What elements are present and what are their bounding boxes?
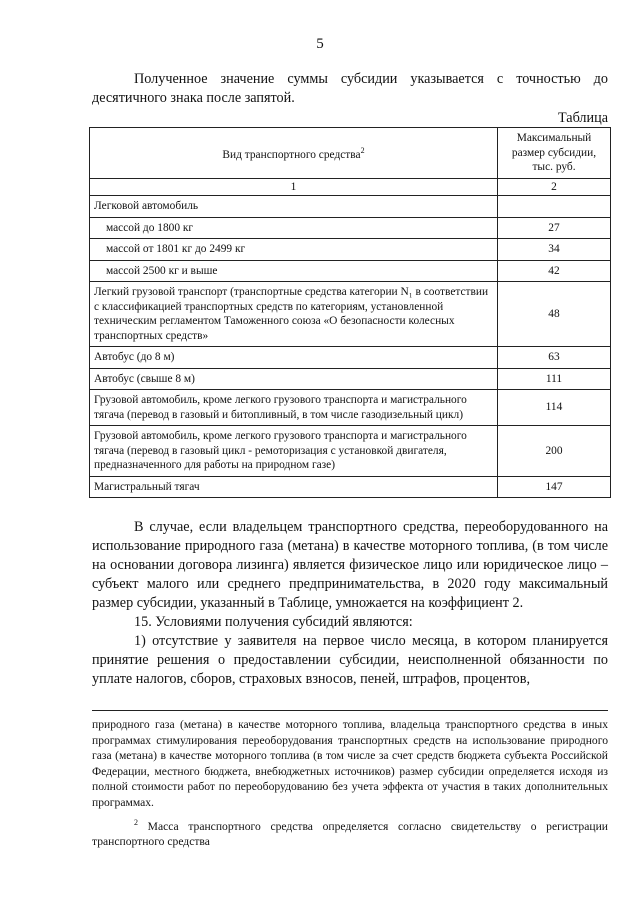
max-subsidy-cell: 114 (498, 390, 611, 426)
footnote-2-mark: 2 (134, 818, 138, 827)
table-row (90, 426, 611, 477)
max-subsidy-cell: 34 (498, 239, 611, 261)
table-row (90, 368, 611, 390)
max-subsidy-cell: 48 (498, 282, 611, 347)
table-body (90, 196, 611, 498)
subsidy-table (89, 127, 611, 498)
intro-paragraph (92, 70, 608, 108)
paragraph-case: В случае, если владельцем транспортного средства, переоборудованного на использование природного газа (метана) в качестве моторного топлива, (в том числе на основании договора лизинга) является физическое лицо или юридическое лицо – субъект малого или среднего предпринимательства, в 2020 году максимальный размер субсидии, указанный в Таблице, умножается на коэффициент 2. (92, 519, 608, 611)
vehicle-type-cell: Магистральный тягач (90, 476, 498, 498)
table-row (90, 196, 611, 218)
footnote-2 (92, 815, 608, 850)
table-index-row (90, 178, 611, 196)
table-caption: Таблица (557, 110, 608, 126)
vehicle-type-cell: Легковой автомобиль (90, 196, 498, 218)
vehicle-type-cell: Легкий грузовой транспорт (транспортные средства категории N₁ в соответствии с классификацией транспортных средств по категориям, установленной техническим регламентом Таможенного союза «О безопасности колесных транспортных средств» (90, 282, 498, 347)
max-subsidy-cell: 42 (498, 260, 611, 282)
table-row (90, 260, 611, 282)
index-col-2: 2 (498, 178, 611, 196)
vehicle-type-cell: массой от 1801 кг до 2499 кг (90, 239, 498, 261)
table-row (90, 390, 611, 426)
intro-text: Полученное значение суммы субсидии указывается с точностью до десятичного знака после запятой. (92, 71, 608, 106)
header-vehicle-type-label: Вид транспортного средства (222, 148, 361, 161)
vehicle-type-cell: Автобус (до 8 м) (90, 347, 498, 369)
max-subsidy-cell: 27 (498, 217, 611, 239)
vehicle-type-cell: Грузовой автомобиль, кроме легкого грузового транспорта и магистрального тягача (перевод в газовый цикл - ремоторизация с установкой двигателя, предназначенного для работы на природном газе) (90, 426, 498, 477)
footnote-continuation: природного газа (метана) в качестве моторного топлива, владельца транспортного средства в иных программах стимулирования переоборудования транспортных средств на использование природного газа (метана) в качестве моторного топлива (в том числе за счет средств бюджета субъекта Российской Федерации, местного бюджета, внебюджетных источников) размер субсидии определяется исходя из полной стоимости работ по переоборудованию без учета эффекта от участия в таких дополнительных программах. (92, 718, 608, 809)
table-row (90, 282, 611, 347)
table-header-row (90, 128, 611, 179)
max-subsidy-cell: 200 (498, 426, 611, 477)
header-vehicle-type (90, 128, 498, 179)
table-row (90, 239, 611, 261)
vehicle-type-cell: Автобус (свыше 8 м) (90, 368, 498, 390)
table-row (90, 217, 611, 239)
body-text (92, 518, 608, 689)
paragraph-15-1: 1) отсутствие у заявителя на первое число месяца, в котором планируется принятие решения о предоставлении субсидии, неисполненной обязанности по уплате налогов, сборов, страховых взносов, пеней, штрафов, процентов, (92, 633, 608, 687)
max-subsidy-cell: 111 (498, 368, 611, 390)
index-col-1: 1 (90, 178, 498, 196)
max-subsidy-cell: 147 (498, 476, 611, 498)
footnote-ref-2: 2 (360, 145, 365, 155)
max-subsidy-cell (498, 196, 611, 218)
page-number: 5 (316, 36, 324, 52)
table-row (90, 476, 611, 498)
vehicle-type-cell: массой 2500 кг и выше (90, 260, 498, 282)
table-row (90, 347, 611, 369)
footnote-separator (92, 710, 608, 711)
max-subsidy-cell: 63 (498, 347, 611, 369)
vehicle-type-cell: массой до 1800 кг (90, 217, 498, 239)
footnote-2-text: Масса транспортного средства определяется согласно свидетельству о регистрации транспортного средства (92, 819, 608, 849)
paragraph-15: 15. Условиями получения субсидий являются: (134, 614, 413, 630)
header-max-subsidy: Максимальный размер субсидии, тыс. руб. (498, 128, 611, 179)
vehicle-type-cell: Грузовой автомобиль, кроме легкого грузового транспорта и магистрального тягача (перевод в газовый и битопливный, в том числе газодизельный цикл) (90, 390, 498, 426)
